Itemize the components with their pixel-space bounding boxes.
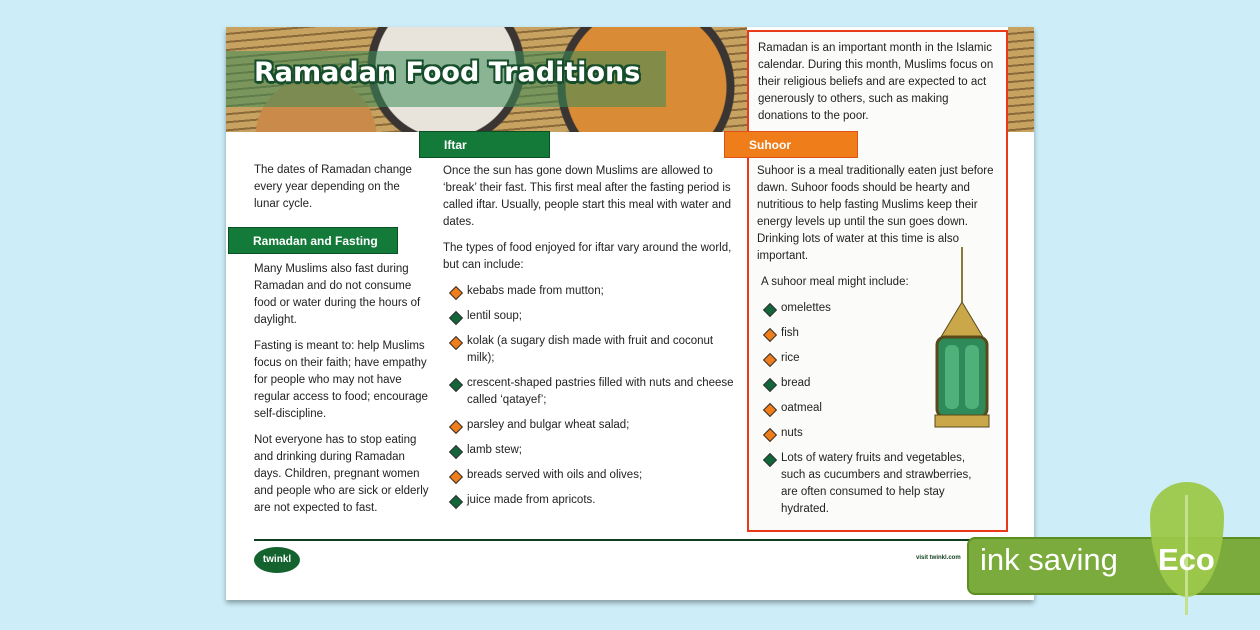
worksheet-page bbox=[226, 27, 1034, 600]
left-column bbox=[254, 261, 434, 526]
list-item: lentil soup; bbox=[443, 308, 741, 325]
iftar-paragraph: Once the sun has gone down Muslims are allowed to ‘break’ their fast. This first meal after the fasting period is called iftar. Usually, people start this meal with water and dates. bbox=[443, 165, 732, 228]
left-intro: The dates of Ramadan change every year depending on the lunar cycle. bbox=[254, 164, 412, 210]
page-title: Ramadan Food Traditions bbox=[254, 57, 641, 88]
ramadan-fasting-heading: Ramadan and Fasting bbox=[228, 227, 398, 254]
visit-link[interactable]: visit twinkl.com bbox=[916, 555, 961, 561]
list-item: juice made from apricots. bbox=[443, 492, 741, 509]
exemptions-paragraph: Not everyone has to stop eating and drinking during Ramadan days. Children, pregnant women and people who are sick or elderly are not expected to fast. bbox=[254, 434, 429, 514]
lantern-illustration bbox=[931, 247, 993, 437]
list-item: kolak (a sugary dish made with fruit and coconut milk); bbox=[443, 333, 741, 367]
list-item: Lots of watery fruits and vegetables, such as cucumbers and strawberries, are often consumed to help stay hydrated. bbox=[757, 450, 982, 518]
list-item: nuts bbox=[757, 425, 995, 442]
intro-text: Ramadan is an important month in the Islamic calendar. During this month, Muslims focus on their religious beliefs and are expected to act generously to others, such as making donations to the poor. bbox=[758, 42, 994, 122]
list-item: fish bbox=[757, 325, 995, 342]
fasting-purpose-paragraph: Fasting is meant to: help Muslims focus on their faith; have empathy for people who may not have regular access to food; encourage self-discipline. bbox=[254, 340, 428, 420]
iftar-foods-intro: The types of food enjoyed for iftar vary around the world, but can include: bbox=[443, 242, 732, 271]
list-item: omelettes bbox=[757, 300, 995, 317]
list-item: bread bbox=[757, 375, 995, 392]
ink-saving-label: ink saving bbox=[980, 542, 1118, 577]
header-food-image bbox=[226, 27, 747, 132]
list-item: oatmeal bbox=[757, 400, 995, 417]
list-item: breads served with oils and olives; bbox=[443, 467, 741, 484]
list-item: lamb stew; bbox=[443, 442, 741, 459]
suhoor-heading: Suhoor bbox=[724, 131, 858, 158]
list-item: parsley and bulgar wheat salad; bbox=[443, 417, 741, 434]
suhoor-paragraph: Suhoor is a meal traditionally eaten just before dawn. Suhoor foods should be hearty and nutritious to help fasting Muslims keep their energy levels up until the sun goes down. Drinking lots of water at this time is also important. bbox=[757, 165, 994, 262]
footer-divider bbox=[254, 539, 994, 541]
twinkl-logo: twinkl bbox=[254, 547, 300, 573]
header-food-image-right bbox=[1008, 27, 1034, 132]
list-item: kebabs made from mutton; bbox=[443, 283, 741, 300]
iftar-heading: Iftar bbox=[419, 131, 550, 158]
suhoor-foods-intro: A suhoor meal might include: bbox=[761, 276, 909, 288]
iftar-food-list bbox=[443, 283, 741, 509]
fasting-paragraph: Many Muslims also fast during Ramadan and do not consume food or water during the hours of daylight. bbox=[254, 263, 421, 326]
eco-label: Eco bbox=[1158, 542, 1215, 577]
list-item: rice bbox=[757, 350, 995, 367]
iftar-column bbox=[443, 163, 741, 517]
list-item: crescent-shaped pastries filled with nuts and cheese called ‘qatayef’; bbox=[443, 375, 741, 409]
